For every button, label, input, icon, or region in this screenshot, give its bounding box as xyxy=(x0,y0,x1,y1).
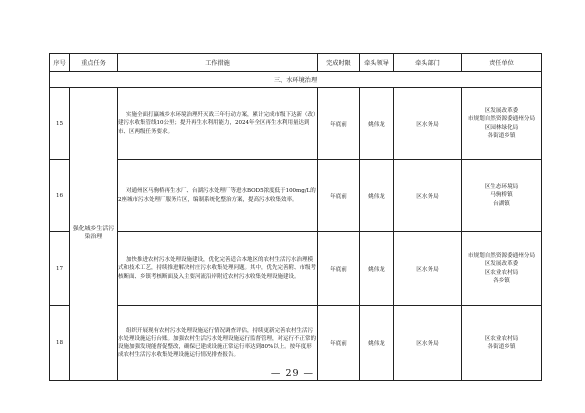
responsible-units-cell xyxy=(462,160,542,232)
table-row xyxy=(50,232,542,306)
header-lead-department: 牵头部门 xyxy=(394,54,462,72)
header-responsible-units: 责任单位 xyxy=(462,54,542,72)
header-row xyxy=(50,54,542,72)
table-row xyxy=(50,88,542,160)
department-cell: 区水务局 xyxy=(394,232,462,306)
measure-cell: 加快推进农村污水处理设施建设，优化完善适合本地区的农村生活污水治理模式和技术工艺，持续推进解决村庄污水收集处理问题。其中，优先完善附、市级考核断面、乡镇考核断面及入主要河流沿岸附近农村污水收集处理设施建设。 xyxy=(118,232,318,306)
deadline-cell: 年底前 xyxy=(318,306,360,381)
work-plan-table xyxy=(49,53,542,381)
header-serial: 序号 xyxy=(50,54,70,72)
deadline-cell: 年底前 xyxy=(318,232,360,306)
table-row xyxy=(50,160,542,232)
header-deadline: 完成时限 xyxy=(318,54,360,72)
responsible-unit: 区发展改革委 xyxy=(484,261,519,268)
deadline-cell: 年底前 xyxy=(318,88,360,160)
responsible-unit: 区生态环境局 xyxy=(484,184,519,191)
leader-cell: 姚伟龙 xyxy=(360,160,394,232)
department-cell: 区水务局 xyxy=(394,306,462,381)
leader-cell: 姚伟龙 xyxy=(360,306,394,381)
responsible-unit: 各乡镇 xyxy=(493,277,510,284)
responsible-unit: 台湖镇 xyxy=(493,200,510,207)
page-number: — 29 — xyxy=(270,368,315,379)
leader-cell: 姚伟龙 xyxy=(360,232,394,306)
row-number: 17 xyxy=(50,232,70,306)
row-number: 18 xyxy=(50,306,70,381)
header-key-task: 重点任务 xyxy=(70,54,118,72)
measure-cell: 对通州区马驹桥再生水厂、台湖污水处理厂等进水BOD5浓度低于100mg/L的2座城市污水处理厂服务片区，编制系统化整治方案，提高污水收集效率。 xyxy=(118,160,318,232)
section-row xyxy=(50,72,542,88)
responsible-unit: 各街道乡镇 xyxy=(487,132,516,139)
header-lead-leader: 牵头领导 xyxy=(360,54,394,72)
row-number: 16 xyxy=(50,160,70,232)
header-measures: 工作措施 xyxy=(118,54,318,72)
section-title: 三、水环境治理 xyxy=(50,72,542,88)
measure-cell: 实施全面打赢城乡水环境治理歼灭战三年行动方案，累计完成市级下达新（改）建污水收集管线10公里；提升再生水利用能力，2024年全区再生水利用量达到市、区两级任务要求。 xyxy=(118,88,318,160)
responsible-unit: 市规划自然资源委通州分局 xyxy=(467,253,536,260)
row-number: 15 xyxy=(50,88,70,160)
department-cell: 区水务局 xyxy=(394,88,462,160)
department-cell: 区水务局 xyxy=(394,160,462,232)
responsible-unit: 区农业农村局 xyxy=(484,269,519,276)
responsible-unit: 市规划自然资源委通州分局 xyxy=(467,116,536,123)
responsible-unit: 区园林绿化局 xyxy=(484,124,519,131)
responsible-unit: 各街道乡镇 xyxy=(487,344,516,350)
responsible-unit: 区发展改革委 xyxy=(484,108,519,115)
responsible-unit: 马驹桥镇 xyxy=(490,192,513,199)
deadline-cell: 年底前 xyxy=(318,160,360,232)
key-task-cell: 强化城乡生活污染治理 xyxy=(70,88,118,381)
measure-cell: 组织开展现有农村污水处理设施运行情况调查评估，持续更新完善农村生活污水处理设施运行台账。加强农村生活污水处理设施运行监督管理，对运行不正常的设施加强发现能督促整改，确保已建成设施正常运行率达到80%以上。按年度形成农村生活污水收集处理设施运行情况排查报告。 xyxy=(118,306,318,381)
leader-cell: 姚伟龙 xyxy=(360,88,394,160)
responsible-units-cell xyxy=(462,232,542,306)
responsible-units-cell xyxy=(462,88,542,160)
responsible-unit: 区农业农村局 xyxy=(484,335,519,342)
